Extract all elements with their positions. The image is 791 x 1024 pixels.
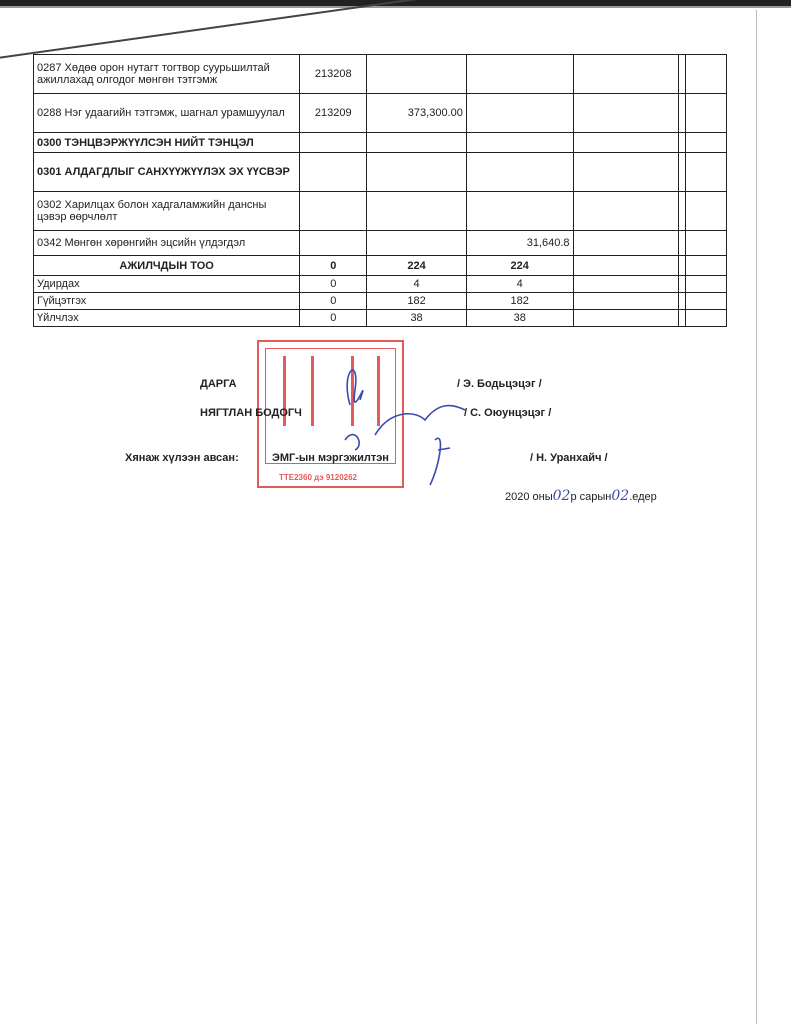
staff-value: 0 bbox=[300, 293, 367, 310]
empty-cell bbox=[679, 256, 686, 276]
scan-right-edge bbox=[756, 10, 757, 1024]
empty-cell bbox=[679, 153, 686, 192]
row-value bbox=[367, 133, 467, 153]
empty-cell bbox=[679, 55, 686, 94]
staff-header-row bbox=[34, 256, 727, 276]
row-label: 0300 ТЭНЦВЭРЖҮҮЛСЭН НИЙТ ТЭНЦЭЛ bbox=[34, 133, 300, 153]
row-value bbox=[466, 153, 573, 192]
reviewer-title: ЭМГ-ын мэргэжилтэн bbox=[272, 452, 389, 464]
row-value bbox=[573, 231, 679, 256]
empty-cell bbox=[573, 256, 679, 276]
empty-cell bbox=[686, 276, 727, 293]
row-label: 0302 Харилцах болон хадгаламжийн дансны цэвэр өөрчлөлт bbox=[34, 192, 300, 231]
empty-cell bbox=[679, 94, 686, 133]
empty-cell bbox=[679, 192, 686, 231]
date-year: 2020 оны bbox=[505, 491, 553, 503]
row-code bbox=[300, 192, 367, 231]
budget-table bbox=[33, 54, 727, 327]
row-code: 213208 bbox=[300, 55, 367, 94]
staff-value: 38 bbox=[466, 310, 573, 327]
date-month-text: р сарын bbox=[570, 491, 612, 503]
row-label: 0342 Мөнгөн хөрөнгийн эцсийн үлдэгдэл bbox=[34, 231, 300, 256]
director-title: ДАРГА bbox=[200, 378, 237, 390]
row-value bbox=[466, 133, 573, 153]
row-code bbox=[300, 231, 367, 256]
scan-top-shade bbox=[0, 6, 791, 8]
table-row bbox=[34, 133, 727, 153]
empty-cell bbox=[686, 55, 727, 94]
staff-label: Удирдах bbox=[34, 276, 300, 293]
row-value bbox=[367, 153, 467, 192]
row-label: 0287 Хөдөө орон нутагт тогтвор суурьшилтай ажиллахад олгодог мөнгөн тэтгэмж bbox=[34, 55, 300, 94]
row-value bbox=[367, 231, 467, 256]
staff-label: Гүйцэтгэх bbox=[34, 293, 300, 310]
empty-cell bbox=[679, 133, 686, 153]
row-value: 31,640.8 bbox=[466, 231, 573, 256]
stamp-number: ТТЕ2360 дэ 9120262 bbox=[279, 473, 357, 482]
table-row bbox=[34, 153, 727, 192]
empty-cell bbox=[686, 94, 727, 133]
staff-value: 4 bbox=[367, 276, 467, 293]
table-row bbox=[34, 94, 727, 133]
staff-value: 0 bbox=[300, 256, 367, 276]
row-value bbox=[573, 133, 679, 153]
staff-value: 224 bbox=[466, 256, 573, 276]
scan-fold-line bbox=[0, 0, 416, 60]
empty-cell bbox=[686, 231, 727, 256]
empty-cell bbox=[573, 310, 679, 327]
staff-label: Үйлчлэх bbox=[34, 310, 300, 327]
date-day-text: .едер bbox=[629, 491, 657, 503]
row-code bbox=[300, 133, 367, 153]
date-day-handwritten: 02 bbox=[611, 488, 630, 504]
empty-cell bbox=[679, 310, 686, 327]
table-row bbox=[34, 192, 727, 231]
row-value bbox=[466, 55, 573, 94]
empty-cell bbox=[686, 192, 727, 231]
row-value bbox=[573, 55, 679, 94]
empty-cell bbox=[686, 153, 727, 192]
accountant-title: НЯГТЛАН БОДОГЧ bbox=[200, 407, 302, 419]
empty-cell bbox=[686, 133, 727, 153]
staff-value: 4 bbox=[466, 276, 573, 293]
staff-value: 0 bbox=[300, 310, 367, 327]
empty-cell bbox=[686, 310, 727, 327]
empty-cell bbox=[686, 256, 727, 276]
staff-value: 182 bbox=[466, 293, 573, 310]
row-label: 0301 АЛДАГДЛЫГ САНХҮҮЖҮҮЛЭХ ЭХ ҮҮСВЭР bbox=[34, 153, 300, 192]
staff-row bbox=[34, 276, 727, 293]
empty-cell bbox=[573, 293, 679, 310]
row-value bbox=[466, 94, 573, 133]
empty-cell bbox=[573, 276, 679, 293]
stamp-script-glyph bbox=[311, 356, 328, 426]
staff-value: 38 bbox=[367, 310, 467, 327]
row-value: 373,300.00 bbox=[367, 94, 467, 133]
date-month-handwritten: 02 bbox=[552, 488, 571, 504]
empty-cell bbox=[679, 293, 686, 310]
row-value bbox=[466, 192, 573, 231]
table-row bbox=[34, 231, 727, 256]
empty-cell bbox=[686, 293, 727, 310]
row-value bbox=[573, 153, 679, 192]
director-name: / Э. Бодьцэцэг / bbox=[457, 378, 542, 390]
row-value bbox=[367, 55, 467, 94]
staff-value: 0 bbox=[300, 276, 367, 293]
staff-row bbox=[34, 293, 727, 310]
reviewed-label: Хянаж хүлээн авсан: bbox=[125, 452, 239, 464]
row-code bbox=[300, 153, 367, 192]
accountant-name: / С. Оюунцэцэг / bbox=[464, 407, 552, 419]
row-code: 213209 bbox=[300, 94, 367, 133]
signature-date bbox=[505, 488, 657, 504]
staff-header-label: АЖИЛЧДЫН ТОО bbox=[34, 256, 300, 276]
staff-value: 182 bbox=[367, 293, 467, 310]
staff-row bbox=[34, 310, 727, 327]
reviewer-name: / Н. Уранхайч / bbox=[530, 452, 608, 464]
handwritten-signatures bbox=[330, 350, 470, 490]
row-label: 0288 Нэг удаагийн тэтгэмж, шагнал урамшуулал bbox=[34, 94, 300, 133]
staff-value: 224 bbox=[367, 256, 467, 276]
empty-cell bbox=[679, 231, 686, 256]
row-value bbox=[573, 192, 679, 231]
empty-cell bbox=[679, 276, 686, 293]
table-row bbox=[34, 55, 727, 94]
row-value bbox=[367, 192, 467, 231]
row-value bbox=[573, 94, 679, 133]
